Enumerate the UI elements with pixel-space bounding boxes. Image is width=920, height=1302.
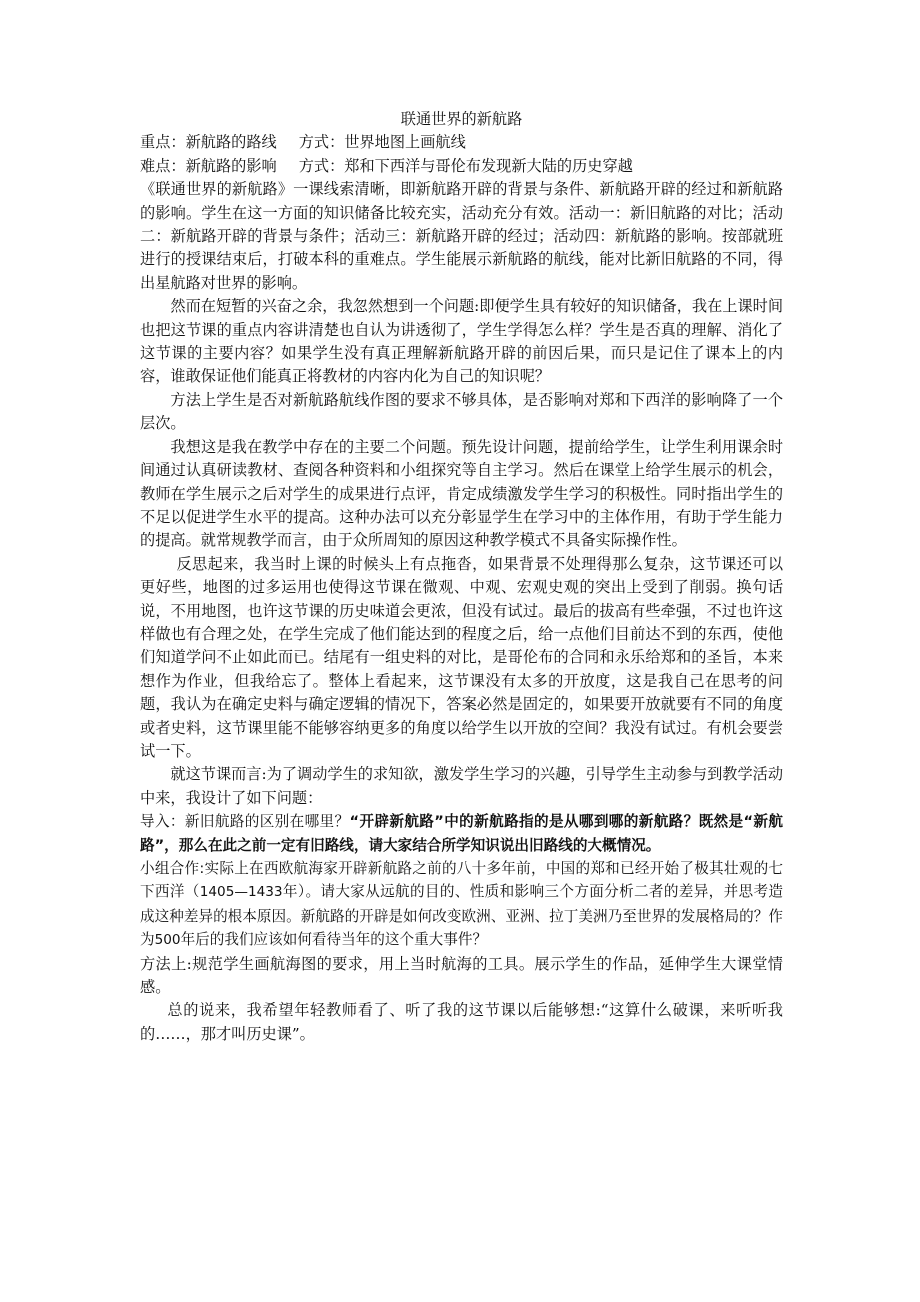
intro-lead: 导入：新旧航路的区别在哪里？	[140, 813, 350, 831]
group-work-years: 1405—1433	[199, 884, 283, 901]
paragraph-self-reflection: 反思起来，我当时上课的时候头上有点拖沓，如果背景不处理得那么复杂，这节课还可以更好些，地图的过多运用也使得这节课在微观、中观、宏观史观的突出上受到了削弱。换句话说，不用地图，也许这节课的历史味道会更浓，但没有试过。最后的拔高有些牵强，不过也许这样做也有合理之处，在学生完成了他们能达到的程度之后，给一点他们目前达不到的东西，使他们知道学问不止如此而已。结尾有一组史料的对比，是哥伦布的合同和永乐给郑和的圣旨，本来想作为作业，但我给忘了。整体上看起来，这节课没有太多的开放度，这是我自己在思考的问题，我认为在确定史料与确定逻辑的情况下，答案必然是固定的，如果要开放就要有不同的角度或者史料，这节课里能不能够容纳更多的角度以给学生以开放的空间？我没有试过。有机会要尝试一下。	[140, 554, 783, 760]
group-work-part3: 年后的我们应该如何看待当年的这个重大事件？	[180, 931, 488, 949]
group-work-part2: 年）。请大家从远航的目的、性质和影响三个方面分析二者的差异，并思考造成这种差异的根本原因。新航路的开辟是如何改变欧洲、亚洲、拉丁美洲乃至世界的发展格局的？作为	[140, 883, 783, 949]
group-work-part1: 小组合作:实际上在西欧航海家开辟新航路之前的八十多年前，中国的郑和已经开始了极其壮观的七下西洋（	[140, 860, 783, 901]
difficult-point-label: 难点：新航路的影响	[140, 156, 277, 175]
key-point-line	[140, 131, 783, 154]
conclusion-paragraph: 总的说来，我希望年轻教师看了、听了我的这节课以后能够想:“这算什么破课，来听听我的……，那才叫历史课”。	[140, 1001, 783, 1043]
key-point-label: 重点：新航路的路线	[140, 133, 277, 152]
paragraph-method-question: 方法上学生是否对新航路航线作图的要求不够具体，是否影响对郑和下西洋的影响降了一个层次。	[140, 390, 783, 433]
difficult-point-method: 方式：郑和下西洋与哥伦布发现新大陆的历史穿越	[298, 156, 633, 175]
paragraph-reflection-question: 然而在短暂的兴奋之余，我忽然想到一个问题:即便学生具有较好的知识储备，我在上课时间也把这节课的重点内容讲清楚也自认为讲透彻了，学生学得怎么样？学生是否真的理解、消化了这节课的主要内容？如果学生没有真正理解新航路开辟的前因后果，而只是记住了课本上的内容，谁敢保证他们能真正将教材的内容内化为自己的知识呢？	[140, 297, 784, 386]
intro-bold-text: “开辟新航路”中的新航路指的是从哪到哪的新航路？既然是“新航路”，那么在此之前一定有旧路线，请大家结合所学知识说出旧路线的大概情况。	[140, 813, 783, 854]
group-work-question	[140, 857, 783, 953]
paragraph-overview: 《联通世界的新航路》一课线索清晰，即新航路开辟的背景与条件、新航路开辟的经过和新航路的影响。学生在这一方面的知识储备比较充实，活动充分有效。活动一：新旧航路的对比；活动二：新航路开辟的背景与条件；活动三：新航路开辟的经过；活动四：新航路的影响。按部就班进行的授课结束后，打破本科的重难点。学生能展示新航路的航线，能对比新旧航路的不同，得出星航路对世界的影响。	[140, 180, 783, 292]
intro-question	[140, 810, 783, 857]
document-page	[140, 108, 783, 1046]
paragraph-main-problems: 我想这是我在教学中存在的主要二个问题。预先设计问题，提前给学生，让学生利用课余时间通过认真研读教材、查阅各种资料和小组探究等自主学习。然后在课堂上给学生展示的机会，教师在学生展示之后对学生的成果进行点评，肯定成绩激发学生学习的积极性。同时指出学生的不足以促进学生水平的提高。这种办法可以充分彰显学生在学习中的主体作用，有助于学生能力的提高。就常规教学而言，由于众所周知的原因这种教学模式不具备实际操作性。	[140, 437, 783, 550]
paragraph-designed-questions: 就这节课而言:为了调动学生的求知欲，激发学生学习的兴趣，引导学生主动参与到教学活动中来，我设计了如下问题：	[140, 765, 784, 807]
difficult-point-line	[140, 155, 783, 178]
key-point-method: 方式：世界地图上画航线	[298, 133, 466, 152]
method-paragraph: 方法上:规范学生画航海图的要求，用上当时航海的工具。展示学生的作品，延伸学生大课堂情感。	[140, 954, 783, 997]
group-work-number: 500	[154, 932, 181, 949]
document-title: 联通世界的新航路	[400, 110, 523, 128]
